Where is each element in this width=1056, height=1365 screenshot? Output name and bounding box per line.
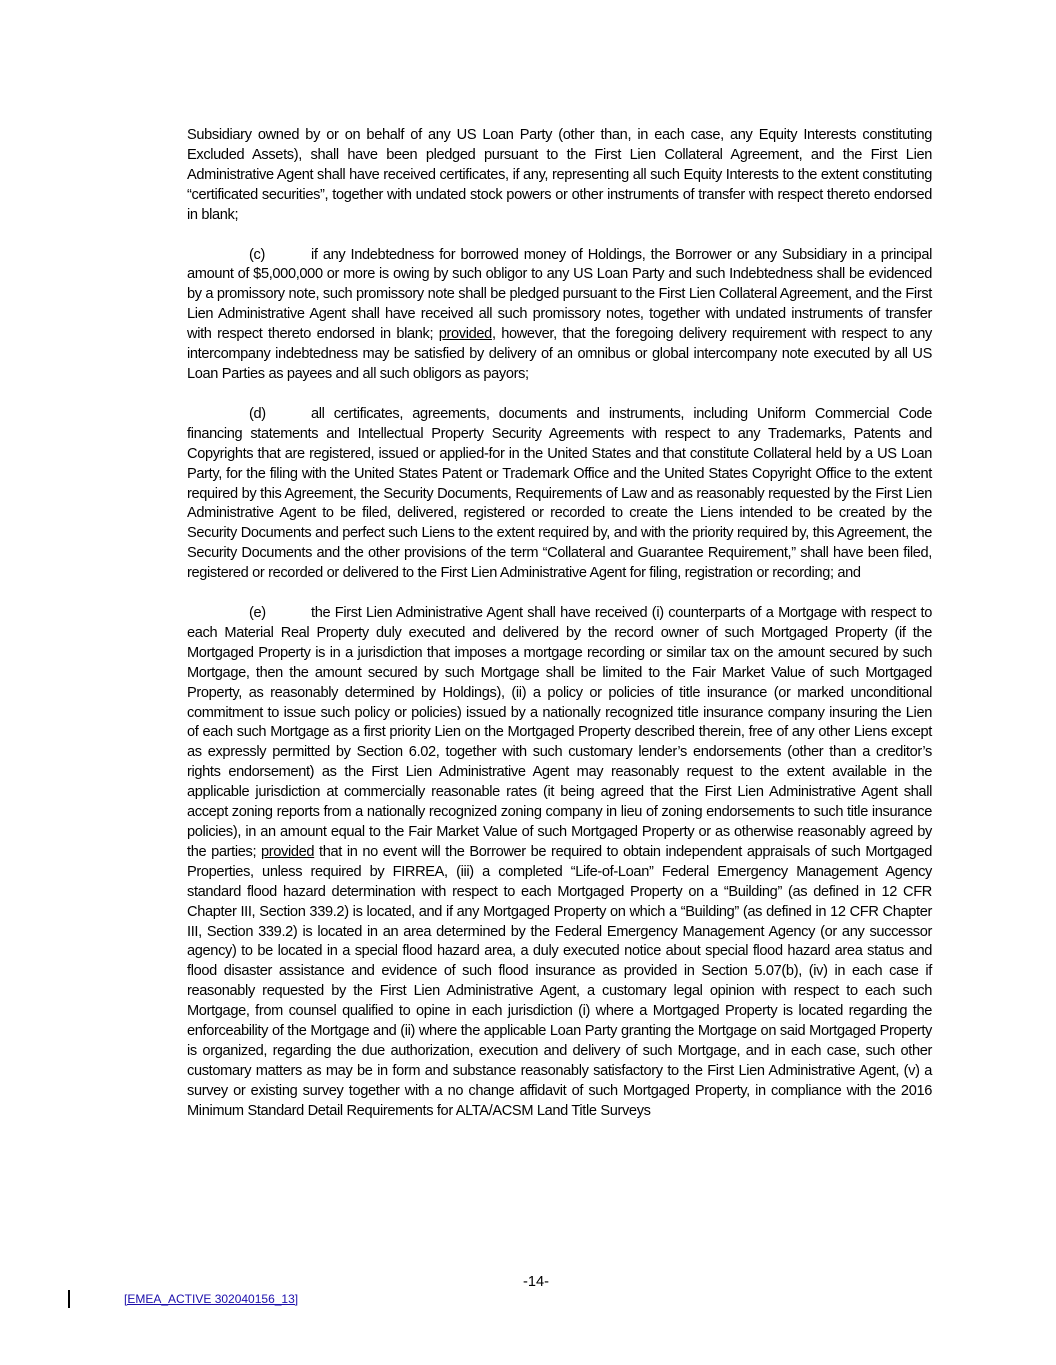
document-body [187, 126, 932, 1142]
paragraph-d [187, 405, 932, 584]
paragraph-text: , however, that the foregoing delivery requirement with respect to any intercompany indebtedness may be satisfied by delivery of an omnibus or global intercompany note executed by all US Loan Parties as payees and all such obligors as payors; [187, 326, 932, 382]
footer-document-reference-link[interactable]: [EMEA_ACTIVE 302040156_13] [124, 1292, 299, 1306]
paragraph-label: (d) [249, 405, 266, 422]
paragraph-e [187, 604, 932, 1122]
page-number: -14- [523, 1274, 549, 1290]
paragraph-b-continued [187, 126, 932, 226]
paragraph-text: Subsidiary owned by or on behalf of any US Loan Party (other than, in each case, any Equity Interests constituting Excluded Assets), shall have been pledged pursuant to the First Lien Collateral Agreement, and the First Lien Administrative Agent shall have received certificates, if any, representing all such Equity Interests to the extent constituting “certificated securities”, together with undated stock powers or other instruments of transfer with respect thereto endorsed in blank; [187, 127, 932, 223]
change-bar [68, 1290, 70, 1308]
paragraph-text: all certificates, agreements, documents and instruments, including Uniform Commercial Code financing statements and Intellectual Property Security Agreements with respect to any Trademarks, Patents and Copyrights that are registered, issued or applied-for in the United States and that constitute Collateral held by a US Loan Party, for the filing with the United States Patent or Trademark Office and the United States Copyright Office to the extent required by this Agreement, the Security Documents, Requirements of Law and as reasonably requested by the First Lien Administrative Agent to be filed, delivered, registered or recorded to create the Liens intended to be created by the Security Documents and perfect such Liens to the extent required by, and with the priority required by, this Agreement, the Security Documents and the other provisions of the term “Collateral and Guarantee Requirement,” shall have been filed, registered or recorded or delivered to the First Lien Administrative Agent for filing, registration or recording; and [187, 405, 932, 582]
paragraph-text: if any Indebtedness for borrowed money of Holdings, the Borrower or any Subsidiary in a principal amount of $5,000,000 or more is owing by such obligor to any US Loan Party and such Indebtedness shall be evidenced by a promissory note, such promissory note shall be pledged pursuant to the First Lien Collateral Agreement, and the First Lien Administrative Agent shall have received all such promissory notes, together with undated instruments of transfer with respect thereto endorsed in blank; [187, 246, 932, 343]
paragraph-label: (c) [249, 246, 265, 263]
underlined-term: provided [438, 326, 492, 343]
paragraph-label: (e) [249, 605, 266, 622]
underlined-term: provided [261, 843, 315, 860]
paragraph-text: the First Lien Administrative Agent shall have received (i) counterparts of a Mortgage with respect to each Material Real Property duly executed and delivered by the record owner of such Mortgaged Property (if the Mortgaged Property is in a jurisdiction that imposes a mortgage recording or similar tax on the amount secured by such Mortgage, then the amount secured by such Mortgage shall be limited to the Fair Market Value of such Mortgaged Property, as reasonably determined by Holdings), (ii) a policy or policies of title insurance (or marked unconditional commitment to issue such policy or policies) issued by a nationally recognized title insurance company insuring the Lien of each such Mortgage as a first priority Lien on the Mortgaged Property described therein, free of any other Liens except as expressly permitted by Section 6.02, together with such customary lender’s endorsements (other than a creditor’s rights endorsement) as the First Lien Administrative Agent may reasonably request to the extent available in the applicable jurisdiction at commercially reasonable rates (it being agreed that the First Lien Administrative Agent shall accept zoning reports from a nationally recognized zoning company in lieu of zoning endorsements to such title insurance policies), in an amount equal to the Fair Market Value of such Mortgaged Property or as otherwise reasonably agreed by the parties; [187, 605, 932, 860]
paragraph-text: that in no event will the Borrower be required to obtain independent appraisals of such Mortgaged Properties, unless required by FIRREA, (iii) a completed “Life-of-Loan” Federal Emergency Management Agency standard flood hazard determination with respect to each Mortgaged Property on a “Building” (as defined in 12 CFR Chapter III, Section 339.2) is located, and if any Mortgaged Property on which a “Building” (as defined in 12 CFR Chapter III, Section 339.2) is located in an area determined by the Federal Emergency Management Agency (or any successor agency) to be located in a special flood hazard area, a duly executed notice about special flood hazard area status and flood disaster assistance and evidence of such flood insurance as provided in Section 5.07(b), (iv) in each case if reasonably requested by the First Lien Administrative Agent, a customary legal opinion with respect to each such Mortgage, from counsel qualified to opine in each jurisdiction (i) where a Mortgaged Property is located regarding the enforceability of the Mortgage and (ii) where the applicable Loan Party granting the Mortgage on said Mortgaged Property is organized, regarding the due authorization, execution and delivery of such Mortgage, and in each case, such other customary matters as may be in form and substance reasonably satisfactory to the First Lien Administrative Agent, (v) a survey or existing survey together with a no change affidavit of such Mortgaged Property, in compliance with the 2016 Minimum Standard Detail Requirements for ALTA/ACSM Land Title Surveys [187, 843, 932, 1119]
paragraph-c [187, 246, 932, 385]
